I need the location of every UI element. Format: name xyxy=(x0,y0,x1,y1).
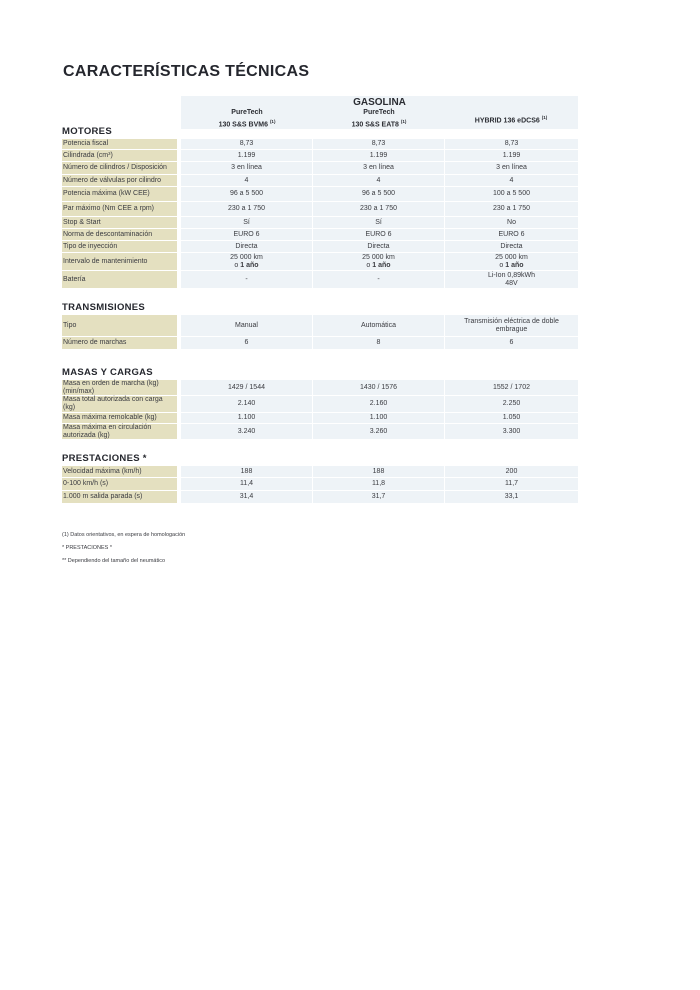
table-cell xyxy=(181,229,313,240)
column-header-line2: 130 S&S BVM6 xyxy=(218,121,268,129)
spec-table xyxy=(62,96,578,504)
cell-value: o 1 año xyxy=(234,261,259,269)
row-label xyxy=(62,478,177,490)
cell-value: Automática xyxy=(360,321,397,329)
table-cell xyxy=(445,150,578,161)
table-cell xyxy=(445,466,578,477)
table-cell xyxy=(445,478,578,490)
cell-value-emphasis: 1 año xyxy=(240,261,259,269)
section-title: PRESTACIONES * xyxy=(62,453,147,464)
row-label xyxy=(62,175,177,186)
cell-value: Directa xyxy=(500,242,523,250)
table-cell xyxy=(313,478,445,490)
table-row xyxy=(62,253,578,270)
table-row xyxy=(62,162,578,174)
cell-value: - xyxy=(377,275,380,283)
table-cell xyxy=(181,202,313,216)
table-cell xyxy=(181,466,313,477)
row-label-text: Tipo xyxy=(63,321,77,329)
table-cell xyxy=(445,271,578,288)
cell-value: o 1 año xyxy=(366,261,391,269)
cell-value: 1.199 xyxy=(502,151,521,159)
table-cell xyxy=(313,241,445,252)
cell-value: 3.240 xyxy=(237,427,256,435)
cell-value: 1.050 xyxy=(502,414,521,421)
row-label-text: Masa total autorizada con carga xyxy=(63,396,163,403)
table-row xyxy=(62,202,578,216)
table-cell xyxy=(181,187,313,201)
table-cell xyxy=(445,202,578,216)
table-cell xyxy=(313,466,445,477)
table-cell xyxy=(313,202,445,216)
footnote: (1) Datos orientativos, en espera de homologación xyxy=(62,532,186,538)
cell-value: Directa xyxy=(367,242,390,250)
table-cell xyxy=(445,241,578,252)
cell-value: Manual xyxy=(235,321,258,329)
table-row xyxy=(62,466,578,477)
row-label xyxy=(62,202,177,216)
cell-value: 11,7 xyxy=(504,480,519,487)
cell-value: 230 a 1 750 xyxy=(493,205,530,212)
row-label-text: Par máximo (Nm CEE a rpm) xyxy=(63,205,155,212)
table-row xyxy=(62,175,578,186)
table-cell xyxy=(181,380,313,395)
table-cell xyxy=(181,315,313,336)
row-label-text: Tipo de inyección xyxy=(63,242,118,250)
row-label xyxy=(62,315,177,336)
table-cell xyxy=(313,187,445,201)
table-cell xyxy=(181,217,313,228)
table-cell xyxy=(181,139,313,149)
cell-value: 3.260 xyxy=(369,427,388,435)
cell-value: 1.199 xyxy=(237,151,256,159)
table-cell xyxy=(445,380,578,395)
cell-value: 8,73 xyxy=(504,140,519,147)
cell-value: Transmisión eléctrica de doble xyxy=(464,317,559,325)
table-cell xyxy=(313,337,445,349)
table-row xyxy=(62,380,578,395)
table-row xyxy=(62,337,578,349)
row-label xyxy=(62,162,177,174)
table-cell xyxy=(313,271,445,288)
cell-value: 3 en línea xyxy=(496,164,527,171)
row-label-text: Número de válvulas por cilindro xyxy=(63,176,162,184)
row-label-text: Intervalo de mantenimiento xyxy=(63,257,148,265)
row-label-text: 0-100 km/h (s) xyxy=(63,480,109,487)
row-label-text: Masa máxima remolcable (kg) xyxy=(63,414,157,421)
cell-value: 1.100 xyxy=(369,414,388,421)
table-cell xyxy=(445,424,578,439)
table-cell xyxy=(313,380,445,395)
table-cell xyxy=(181,162,313,174)
cell-value: 31,4 xyxy=(239,493,254,500)
section-title: MOTORES xyxy=(62,126,112,137)
table-cell xyxy=(445,229,578,240)
cell-value: 6 xyxy=(244,339,249,346)
cell-value: 230 a 1 750 xyxy=(228,205,265,212)
row-label xyxy=(62,241,177,252)
cell-value: 3 en línea xyxy=(231,164,262,171)
table-row xyxy=(62,478,578,490)
table-cell xyxy=(313,217,445,228)
table-row xyxy=(62,396,578,412)
row-label-text: Masa máxima en circulación xyxy=(63,423,152,431)
table-row xyxy=(62,424,578,439)
cell-value: o 1 año xyxy=(499,261,524,269)
table-row xyxy=(62,241,578,252)
fuel-group-heading: GASOLINA xyxy=(353,97,406,108)
section-title: MASAS Y CARGAS xyxy=(62,367,153,378)
row-label xyxy=(62,187,177,201)
cell-value: 200 xyxy=(505,467,518,475)
table-row xyxy=(62,491,578,503)
cell-value: 3 en línea xyxy=(363,164,394,171)
table-row xyxy=(62,229,578,240)
cell-value: 1430 / 1576 xyxy=(360,383,397,391)
table-cell xyxy=(313,491,445,503)
table-cell xyxy=(445,187,578,201)
row-label-text: Cilindrada (cm³) xyxy=(63,151,113,159)
table-row xyxy=(62,139,578,149)
column-header-line1: PureTech xyxy=(231,109,263,116)
table-cell xyxy=(181,150,313,161)
table-cell xyxy=(313,413,445,423)
row-label-text: Velocidad máxima (km/h) xyxy=(63,467,142,475)
cell-value: 8,73 xyxy=(239,140,254,147)
table-cell xyxy=(313,396,445,412)
row-label-text: autorizada (kg) xyxy=(63,431,110,439)
table-cell xyxy=(313,150,445,161)
table-row xyxy=(62,271,578,288)
row-label-text: Número de marchas xyxy=(63,339,127,346)
row-label xyxy=(62,271,177,288)
cell-value: No xyxy=(507,218,516,226)
table-cell xyxy=(181,337,313,349)
cell-value: Directa xyxy=(235,242,258,250)
table-cell xyxy=(313,315,445,336)
sections-container xyxy=(62,126,578,503)
cell-value: 188 xyxy=(240,467,253,475)
cell-value: 1552 / 1702 xyxy=(493,383,530,391)
cell-value: Sí xyxy=(243,218,250,226)
table-cell xyxy=(181,491,313,503)
cell-value-emphasis: 1 año xyxy=(505,261,524,269)
row-label-text: Stop & Start xyxy=(63,218,101,226)
cell-value: 1429 / 1544 xyxy=(228,383,265,391)
footnote-marker: (1) xyxy=(541,115,548,120)
row-label xyxy=(62,139,177,149)
row-label xyxy=(62,424,177,439)
table-cell xyxy=(445,175,578,186)
cell-value: 4 xyxy=(244,176,249,184)
row-label xyxy=(62,253,177,270)
table-row xyxy=(62,187,578,201)
cell-value: EURO 6 xyxy=(498,230,525,238)
cell-value: 25 000 km xyxy=(230,253,263,261)
table-cell xyxy=(313,253,445,270)
table-cell xyxy=(181,175,313,186)
cell-value: EURO 6 xyxy=(365,230,392,238)
cell-value: 31,7 xyxy=(371,493,386,500)
cell-value: 33,1 xyxy=(504,493,519,500)
cell-value: 11,8 xyxy=(371,480,386,487)
cell-value: 100 a 5 500 xyxy=(493,190,530,197)
table-row xyxy=(62,150,578,161)
cell-value: embrague xyxy=(495,325,528,333)
table-cell xyxy=(181,271,313,288)
cell-value: - xyxy=(245,275,248,283)
footnote-marker: (1) xyxy=(400,119,407,124)
table-cell xyxy=(313,162,445,174)
page-title: CARACTERÍSTICAS TÉCNICAS xyxy=(63,63,310,80)
table-cell xyxy=(445,253,578,270)
row-label xyxy=(62,380,177,395)
cell-value: 6 xyxy=(509,339,514,346)
table-cell xyxy=(313,139,445,149)
column-header-line1: PureTech xyxy=(363,109,395,116)
table-cell xyxy=(181,241,313,252)
cell-value: EURO 6 xyxy=(233,230,260,238)
cell-value: 8 xyxy=(376,339,381,346)
row-label xyxy=(62,466,177,477)
table-cell xyxy=(181,478,313,490)
footnote-marker: (1) xyxy=(269,119,276,124)
table-header xyxy=(181,96,578,129)
row-label xyxy=(62,229,177,240)
column-header-line2: 130 S&S EAT8 xyxy=(351,121,399,129)
cell-value: 8,73 xyxy=(371,140,386,147)
cell-value: 230 a 1 750 xyxy=(360,205,397,212)
cell-value: Sí xyxy=(375,218,382,226)
cell-value: 188 xyxy=(372,467,385,475)
table-cell xyxy=(445,337,578,349)
table-cell xyxy=(445,413,578,423)
column-header xyxy=(313,108,445,129)
table-cell xyxy=(181,413,313,423)
row-label xyxy=(62,396,177,412)
row-label-text: Número de cilindros / Disposición xyxy=(63,164,167,171)
table-cell xyxy=(181,396,313,412)
cell-value: 96 a 5 500 xyxy=(361,190,396,197)
footnote: ** Dependiendo del tamaño del neumático xyxy=(62,558,166,564)
row-label xyxy=(62,491,177,503)
table-row xyxy=(62,217,578,228)
column-header xyxy=(181,108,313,129)
table-row xyxy=(62,315,578,336)
row-label-text: Potencia fiscal xyxy=(63,140,109,147)
cell-value: 1.100 xyxy=(237,414,256,421)
table-cell xyxy=(445,315,578,336)
table-cell xyxy=(445,491,578,503)
row-label-text: 1.000 m salida parada (s) xyxy=(63,493,143,500)
table-cell xyxy=(181,424,313,439)
table-cell xyxy=(445,217,578,228)
table-cell xyxy=(445,396,578,412)
cell-value: 2.140 xyxy=(237,400,256,407)
cell-value: 96 a 5 500 xyxy=(229,190,264,197)
cell-value: Li-Ion 0,89kWh xyxy=(487,271,536,279)
row-label xyxy=(62,337,177,349)
cell-value: 2.250 xyxy=(502,400,521,407)
table-cell xyxy=(445,139,578,149)
cell-value: 25 000 km xyxy=(495,253,528,261)
cell-value: 11,4 xyxy=(239,480,254,487)
table-row xyxy=(62,413,578,423)
cell-value: 4 xyxy=(376,176,381,184)
row-label-text: (kg) xyxy=(63,404,76,411)
row-label-text: Norma de descontaminación xyxy=(63,230,153,238)
row-label-text: Batería xyxy=(63,275,86,283)
row-label xyxy=(62,413,177,423)
row-label-text: Masa en orden de marcha (kg) xyxy=(63,379,159,387)
cell-value-emphasis: 1 año xyxy=(372,261,391,269)
column-header-line2: HYBRID 136 eDCS6 xyxy=(474,117,540,125)
table-cell xyxy=(313,229,445,240)
footnotes xyxy=(62,532,185,571)
table-cell xyxy=(445,162,578,174)
cell-value: 3.300 xyxy=(502,427,521,435)
table-cell xyxy=(313,424,445,439)
section-title: TRANSMISIONES xyxy=(62,302,146,313)
row-label-text: Potencia máxima (kW CEE) xyxy=(63,190,150,197)
cell-value: 1.199 xyxy=(369,151,388,159)
row-label xyxy=(62,217,177,228)
cell-value: 4 xyxy=(509,176,514,184)
row-label xyxy=(62,150,177,161)
column-header xyxy=(445,113,577,125)
footnote: * PRESTACIONES * xyxy=(62,545,113,551)
cell-value: 25 000 km xyxy=(362,253,395,261)
cell-value: 48V xyxy=(505,279,518,287)
row-label-text: (min/max) xyxy=(63,387,95,395)
table-cell xyxy=(181,253,313,270)
table-cell xyxy=(313,175,445,186)
cell-value: 2.160 xyxy=(369,400,388,407)
